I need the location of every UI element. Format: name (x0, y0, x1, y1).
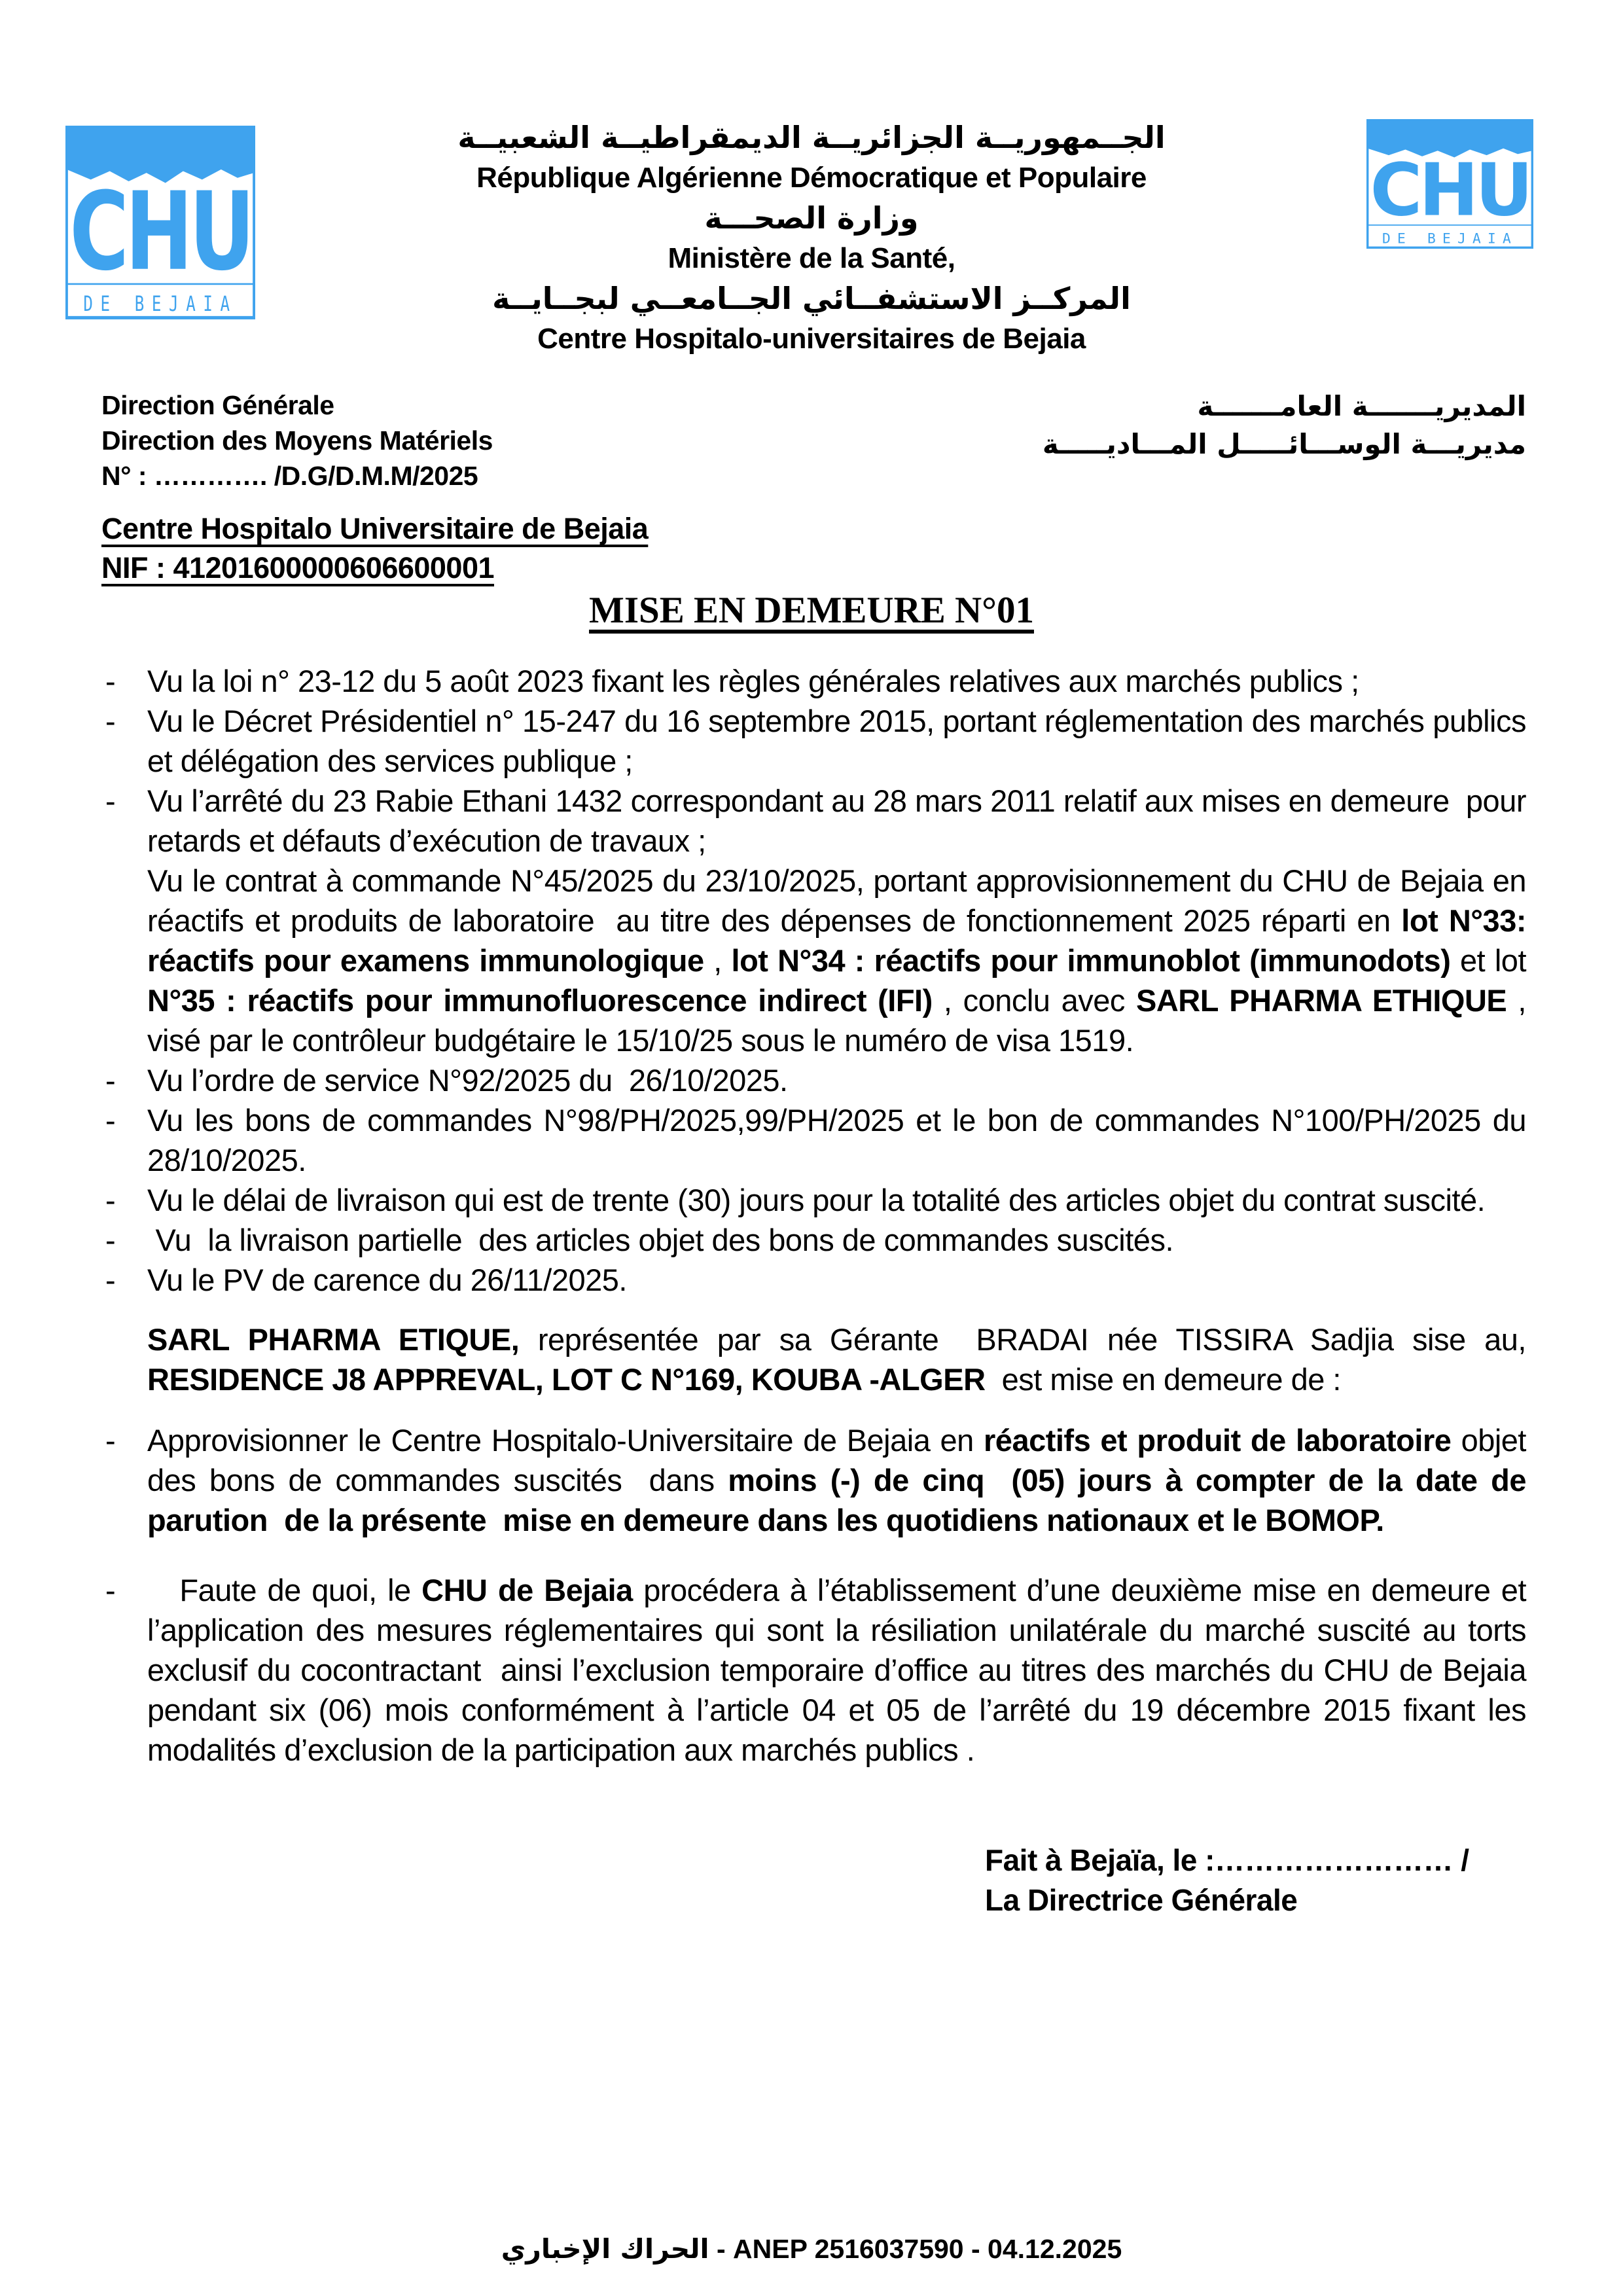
center-arabic: المركــز الاستشفــائي الجــامعــي لبجــايــة (492, 281, 1131, 316)
center-french: Centre Hospitalo-universitaires de Bejaia (537, 323, 1086, 355)
anep-footer (0, 2233, 1623, 2265)
signature-place-date: Fait à Bejaïa, le :…………………… / (985, 1843, 1469, 1877)
entity-block (101, 509, 648, 588)
reference-number: N° : …………. /D.G/D.M.M/2025 (101, 461, 478, 491)
dash-marker: - (105, 1103, 116, 1138)
text-run-bold: CHU de Bejaia (421, 1573, 633, 1607)
dash-marker: - (105, 704, 116, 738)
text-run: , conclu avec (932, 983, 1136, 1018)
text-run: représentée par sa Gérante BRADAI née TISSIRA Sadjia sise au, (519, 1322, 1526, 1357)
text-run-bold: N°35 : réactifs pour immunofluorescence indirect (IFI) (147, 983, 933, 1018)
body-list (101, 661, 1526, 1770)
direction-generale: Direction Générale (101, 390, 334, 420)
logo-chu-text: CHU (69, 170, 251, 295)
text-run: Vu l’arrêté du 23 Rabie Ethani 1432 correspondant au 28 mars 2011 relatif aux mises en demeure pour retards et défauts d’exécution de travaux ; (147, 783, 1526, 858)
page-title (0, 589, 1623, 632)
text-run: Vu la loi n° 23-12 du 5 août 2023 fixant les règles générales relatives aux marchés publics ; (147, 664, 1359, 698)
text-run: Approvisionner le Centre Hospitalo-Universitaire de Bejaia en (147, 1423, 984, 1458)
text-run: Vu les bons de commandes N°98/PH/2025,99/PH/2025 et le bon de commandes N°100/PH/2025 du 28/10/2025. (147, 1103, 1526, 1177)
republic-arabic: الجــمهوريــة الجزائريــة الديمقراطيــة الشعبيــة (457, 120, 1166, 155)
text-run: objet des bons de commandes suscités dans (147, 1423, 1526, 1498)
dash-marker: - (105, 1183, 116, 1217)
direction-generale-arabic: المديريـــــــة العامـــــــة (1197, 390, 1526, 422)
text-run-bold: SARL PHARMA ETHIQUE (1135, 983, 1507, 1018)
letterhead (340, 117, 1283, 358)
dash-marker: - (105, 1423, 116, 1458)
dash-marker: - (105, 1263, 116, 1297)
signature-role: La Directrice Générale (985, 1883, 1298, 1917)
text-run: Vu le contrat à commande N°45/2025 du 23/10/2025, portant approvisionnement du CHU de Bejaia en réactifs et produits de laboratoire au titre des dépenses de fonctionnement 2025 réparti en (147, 863, 1526, 938)
nif-number: NIF : 41201600000606600001 (101, 551, 495, 584)
text-run-bold: RESIDENCE J8 APPREVAL, LOT C N°169, KOUBA -ALGER (147, 1362, 986, 1397)
logo-de-bejaia-text: DE BEJAIA (1382, 230, 1518, 247)
footer-anep-ref: - ANEP 2516037590 - 04.12.2025 (709, 2234, 1122, 2264)
dash-marker: - (105, 1063, 116, 1098)
list-item (101, 1220, 1526, 1260)
text-run: Vu l’ordre de service N°92/2025 du 26/10/2025. (147, 1063, 788, 1098)
entity-name: Centre Hospitalo Universitaire de Bejaia (101, 512, 649, 545)
direction-row (101, 387, 1526, 493)
direction-block-arabic (1043, 387, 1526, 493)
list-item (101, 1319, 1526, 1399)
text-run: , visé par le contrôleur budgétaire le 15/10/25 sous le numéro de visa 1519. (147, 983, 1526, 1058)
text-run: Vu le délai de livraison qui est de trente (30) jours pour la totalité des articles objet du contrat suscité. (147, 1183, 1486, 1217)
direction-block-french (101, 387, 493, 493)
direction-moyens-materiels: Direction des Moyens Matériels (101, 425, 493, 456)
text-run: , (704, 943, 732, 978)
list-item (101, 861, 1526, 1060)
text-run: Faute de quoi, le (147, 1573, 422, 1607)
list-item (101, 781, 1526, 861)
chu-bejaia-logo-left (65, 126, 255, 319)
list-item (101, 1180, 1526, 1220)
text-run-bold: réactifs et produit de laboratoire (984, 1423, 1452, 1458)
list-item (101, 1100, 1526, 1180)
text-run: procédera à l’établissement d’une deuxième mise en demeure et l’application des mesures réglementaires qui sont la résiliation unilatérale du marché suscité au torts exclusif du cocontractant ainsi l’exclusion temporaire d’office au titres des marchés du CHU de Bejaia pendant six (06) mois conformément à l’article 04 et 05 de l’arrêté du 19 décembre 2015 fixant les modalités d’exclusion de la participation aux marchés publics . (147, 1573, 1526, 1767)
text-run: Vu la livraison partielle des articles objet des bons de commandes suscités. (147, 1223, 1174, 1257)
text-run-bold: SARL PHARMA ETIQUE, (147, 1322, 520, 1357)
dash-marker: - (105, 664, 116, 698)
list-item (101, 1260, 1526, 1300)
text-run: et lot (1450, 943, 1527, 978)
text-run-bold: moins (-) de cinq (05) jours à compter de la date de parution de la présente mise en demeure dans les quotidiens nationaux et le BOMOP. (147, 1463, 1526, 1537)
chu-bejaia-logo-right (1366, 119, 1533, 249)
list-item (101, 1570, 1526, 1770)
dash-marker: - (105, 1223, 116, 1257)
text-run: Vu le Décret Présidentiel n° 15-247 du 16 septembre 2015, portant réglementation des marchés publics et délégation des services publique ; (147, 704, 1526, 778)
republic-french: République Algérienne Démocratique et Populaire (476, 162, 1147, 194)
dash-marker: - (105, 783, 116, 818)
footer-arabic: الحراك الإخباري (501, 2233, 709, 2265)
list-item (101, 1060, 1526, 1100)
ministry-french: Ministère de la Santé, (668, 242, 955, 274)
ministry-arabic: وزارة الصحـــة (704, 200, 919, 236)
text-run: est mise en demeure de : (985, 1362, 1341, 1397)
logo-chu-text: CHU (1370, 147, 1530, 232)
list-item (101, 661, 1526, 701)
direction-moyens-arabic: مديريـــة الوســـائـــــل المـــاديـــــة (1042, 428, 1526, 460)
text-run: Vu le PV de carence du 26/11/2025. (147, 1263, 627, 1297)
signature-block (985, 1840, 1469, 1920)
text-run-bold: lot N°34 : réactifs pour immunoblot (immunodots) (731, 943, 1451, 978)
dash-marker: - (105, 1573, 116, 1607)
text-run-bold: lot N°33: réactifs pour examens immunologique (147, 903, 1526, 978)
list-item (101, 701, 1526, 781)
logo-de-bejaia-text: DE BEJAIA (83, 291, 238, 317)
page-title-text: MISE EN DEMEURE N°01 (589, 590, 1034, 631)
list-item (101, 1420, 1526, 1540)
